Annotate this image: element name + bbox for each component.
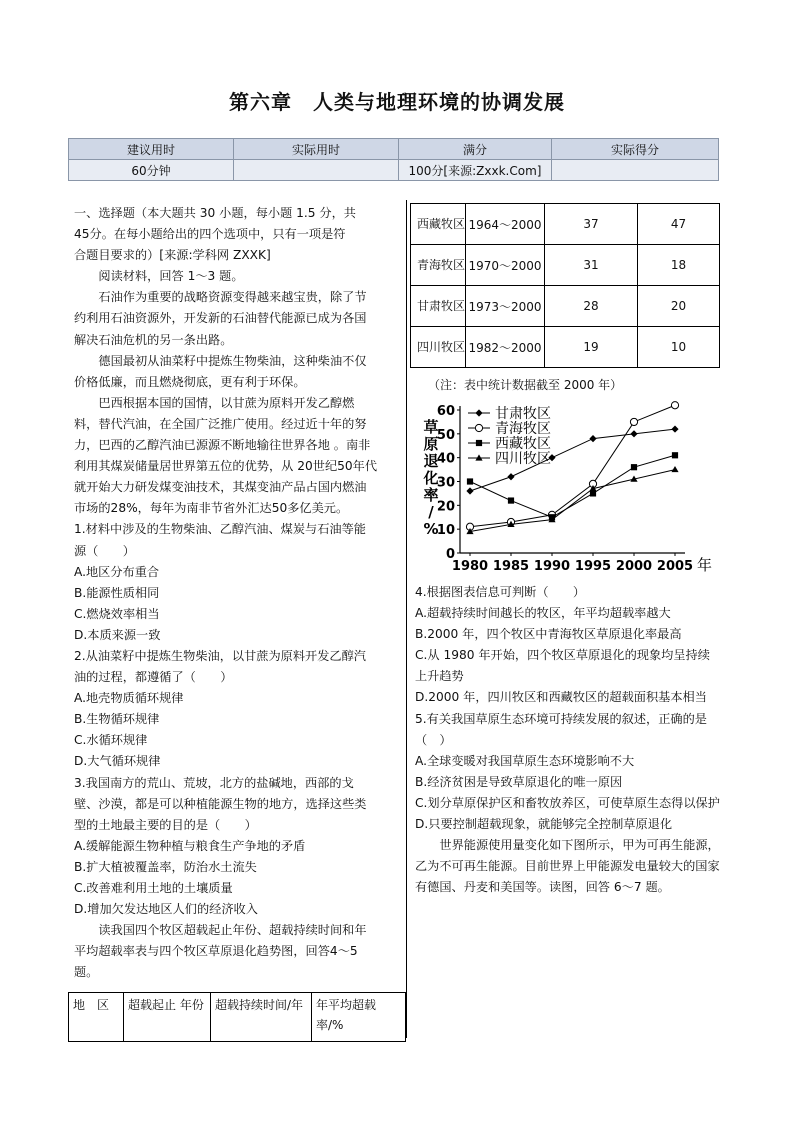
y-axis-label-char: 原 bbox=[423, 435, 439, 453]
section-intro-line: 45分。在每小题给出的四个选项中，只有一项是符 bbox=[74, 227, 346, 242]
question-stem: 2.从油菜籽中提炼生物柴油，以甘蔗为原料开发乙醇汽油的过程，都遵循了（ ） bbox=[74, 648, 366, 685]
option: A.超载持续时间越长的牧区，年平均超载率越大 bbox=[415, 606, 671, 621]
paragraph: 石油作为重要的战略资源变得越来越宝贵，除了节约利用石油资源外，开发新的石油替代能源已成为各国解决石油危机的另一条出路。 bbox=[74, 290, 367, 347]
left-column bbox=[74, 203, 378, 983]
legend-label: 西藏牧区 bbox=[495, 436, 551, 452]
option: A.地区分布重合 bbox=[74, 564, 160, 579]
option: B.扩大植被覆盖率，防治水土流失 bbox=[74, 859, 257, 874]
paragraph: 读我国四个牧区超载起止年份、超载持续时间和年平均超载率表与四个牧区草原退化趋势图，回答4～5 题。 bbox=[74, 923, 367, 980]
data-point bbox=[467, 478, 473, 484]
pasture-table-header bbox=[68, 992, 406, 1042]
header-cell: 实际用时 bbox=[234, 139, 399, 160]
data-point bbox=[671, 425, 678, 432]
y-axis-label-char: / bbox=[428, 503, 434, 521]
table-row bbox=[411, 204, 720, 245]
option: C.改善难利用土地的土壤质量 bbox=[74, 881, 233, 895]
header-cell: 建议用时 bbox=[69, 139, 234, 160]
option: B.经济贫困是导致草原退化的唯一原因 bbox=[415, 774, 623, 789]
question-stem: 4.根据图表信息可判断（ ） bbox=[415, 585, 586, 599]
section-intro-line: 一、选择题（本大题共 30 小题，每小题 1.5 分，共 bbox=[74, 206, 356, 220]
legend-marker bbox=[475, 409, 482, 416]
value-cell bbox=[552, 160, 719, 181]
x-tick-label: 1980 bbox=[451, 559, 489, 574]
column-divider bbox=[406, 200, 407, 1038]
value-cell bbox=[234, 160, 399, 181]
y-tick-label: 50 bbox=[436, 427, 455, 443]
header-cell: 超载起止 年份 bbox=[124, 993, 211, 1042]
option: A.缓解能源生物种植与粮食生产争地的矛盾 bbox=[74, 838, 306, 853]
value-cell: 100分[来源:Zxxk.Com] bbox=[399, 160, 552, 181]
region-cell: 青海牧区 bbox=[411, 245, 466, 286]
paragraph: 世界能源使用量变化如下图所示，甲为可再生能源，乙为不可再生能源。目前世界上甲能源发电量较大的国家有德国、丹麦和美国等。读图，回答 6～7 题。 bbox=[415, 838, 720, 895]
rate-cell: 18 bbox=[638, 245, 720, 286]
header-cell: 实际得分 bbox=[552, 139, 719, 160]
table-note: （注：表中统计数据截至 2000 年） bbox=[428, 378, 623, 392]
option: C.水循环规律 bbox=[74, 733, 148, 748]
option: B.2000 年，四个牧区中青海牧区草原退化率最高 bbox=[415, 627, 682, 642]
value-cell: 60分钟 bbox=[69, 160, 234, 181]
legend-marker bbox=[475, 424, 482, 431]
data-point bbox=[630, 418, 637, 425]
option: B.生物循环规律 bbox=[74, 712, 160, 727]
y-tick-label: 10 bbox=[436, 523, 455, 539]
years-cell: 1973～2000 bbox=[466, 286, 545, 327]
y-tick-label: 30 bbox=[436, 475, 455, 491]
data-point bbox=[672, 452, 678, 458]
data-point bbox=[466, 487, 473, 494]
legend-label: 四川牧区 bbox=[495, 451, 551, 467]
data-point bbox=[671, 466, 678, 472]
duration-cell: 37 bbox=[545, 204, 638, 245]
data-point bbox=[508, 497, 514, 503]
table-row bbox=[411, 327, 720, 368]
x-tick-label: 2000 bbox=[615, 559, 653, 574]
y-tick-label: 60 bbox=[436, 404, 455, 419]
region-cell: 四川牧区 bbox=[411, 327, 466, 368]
right-column bbox=[415, 582, 720, 898]
table-header-row bbox=[69, 139, 719, 160]
legend-marker bbox=[476, 440, 482, 446]
option: D.大气循环规律 bbox=[74, 754, 161, 769]
table-row bbox=[411, 245, 720, 286]
y-tick-label: 40 bbox=[436, 451, 455, 467]
x-tick-label: 1990 bbox=[533, 559, 571, 574]
table-header-row bbox=[69, 993, 406, 1042]
paragraph: 阅读材料，回答 1～3 题。 bbox=[98, 269, 244, 284]
duration-cell: 19 bbox=[545, 327, 638, 368]
header-cell: 地 区 bbox=[69, 993, 124, 1042]
series-line bbox=[470, 470, 675, 532]
region-cell: 甘肃牧区 bbox=[411, 286, 466, 327]
x-axis-label: 年 bbox=[697, 556, 713, 574]
x-tick-label: 1995 bbox=[574, 559, 612, 574]
y-axis-label-char: 率 bbox=[423, 486, 439, 504]
legend-label: 青海牧区 bbox=[495, 421, 551, 437]
question-stem: 1.材料中涉及的生物柴油、乙醇汽油、煤炭与石油等能源（ ） bbox=[74, 522, 366, 558]
years-cell: 1982～2000 bbox=[466, 327, 545, 368]
grassland-degradation-chart bbox=[415, 398, 725, 580]
option: A.地壳物质循环规律 bbox=[74, 691, 184, 706]
option: D.只要控制超载现象，就能够完全控制草原退化 bbox=[415, 817, 673, 832]
y-axis-label-char: % bbox=[423, 520, 439, 538]
y-tick-label: 20 bbox=[436, 499, 455, 515]
option: C.燃烧效率相当 bbox=[74, 606, 160, 621]
table-row bbox=[411, 286, 720, 327]
data-point bbox=[671, 402, 678, 409]
header-cell: 年平均超载率/% bbox=[312, 993, 406, 1042]
header-cell: 超载持续时间/年 bbox=[211, 993, 312, 1042]
data-point bbox=[630, 430, 637, 437]
section-intro-line: 合题目要求的）[来源:学科网 ZXXK] bbox=[74, 248, 271, 263]
question-stem: 5.有关我国草原生态环境可持续发展的叙述，正确的是（ ） bbox=[415, 711, 707, 747]
option: D.2000 年，四川牧区和西藏牧区的超载面积基本相当 bbox=[415, 690, 707, 705]
rate-cell: 20 bbox=[638, 286, 720, 327]
y-axis-label-char: 化 bbox=[423, 469, 439, 487]
duration-cell: 28 bbox=[545, 286, 638, 327]
table-value-row bbox=[69, 160, 719, 181]
years-cell: 1964～2000 bbox=[466, 204, 545, 245]
time-score-table bbox=[68, 138, 719, 181]
data-point bbox=[507, 473, 514, 480]
region-cell: 西藏牧区 bbox=[411, 204, 466, 245]
rate-cell: 47 bbox=[638, 204, 720, 245]
option: C.划分草原保护区和畜牧放养区，可使草原生态得以保护 bbox=[415, 795, 720, 810]
option: D.增加欠发达地区人们的经济收入 bbox=[74, 902, 258, 917]
y-tick-label: 0 bbox=[445, 547, 455, 562]
y-axis-label-char: 草 bbox=[423, 418, 439, 436]
option: B.能源性质相同 bbox=[74, 585, 160, 600]
rate-cell: 10 bbox=[638, 327, 720, 368]
x-tick-label: 1985 bbox=[492, 559, 530, 574]
data-point bbox=[589, 435, 596, 442]
question-stem: 3.我国南方的荒山、荒坡，北方的盐碱地，西部的戈壁、沙漠，都是可以种植能源生物的地方，选择这些类型的土地最主要的目的是（ ） bbox=[74, 775, 367, 832]
y-axis-label-char: 退 bbox=[423, 452, 439, 470]
paragraph: 德国最初从油菜籽中提炼生物柴油，这种柴油不仅价格低廉，而且燃烧彻底，更有利于环保。 bbox=[74, 353, 367, 389]
paragraph: 巴西根据本国的国情，以甘蔗为原料开发乙醇燃料，替代汽油，在全国广泛推广使用。经过近十年的努力，巴西的乙醇汽油已源源不断地输往世界各地 。南非利用其煤炭储量居世界第五位的优势，从 20世纪50年代就开始大力研发煤变油技术，其煤变油产品占国内燃油市场的28%，每年为南非节省外汇达50多亿美元。 bbox=[74, 395, 378, 516]
page-title: 第六章 人类与地理环境的协调发展 bbox=[229, 90, 565, 114]
header-cell: 满分 bbox=[399, 139, 552, 160]
option: D.本质来源一致 bbox=[74, 627, 161, 642]
years-cell: 1970～2000 bbox=[466, 245, 545, 286]
option: A.全球变暖对我国草原生态环境影响不大 bbox=[415, 753, 635, 768]
option: C.从 1980 年开始，四个牧区草原退化的现象均呈持续上升趋势 bbox=[415, 648, 710, 684]
legend-label: 甘肃牧区 bbox=[495, 406, 551, 422]
x-tick-label: 2005 bbox=[656, 559, 694, 574]
data-point bbox=[631, 464, 637, 470]
pasture-table bbox=[410, 203, 720, 368]
duration-cell: 31 bbox=[545, 245, 638, 286]
